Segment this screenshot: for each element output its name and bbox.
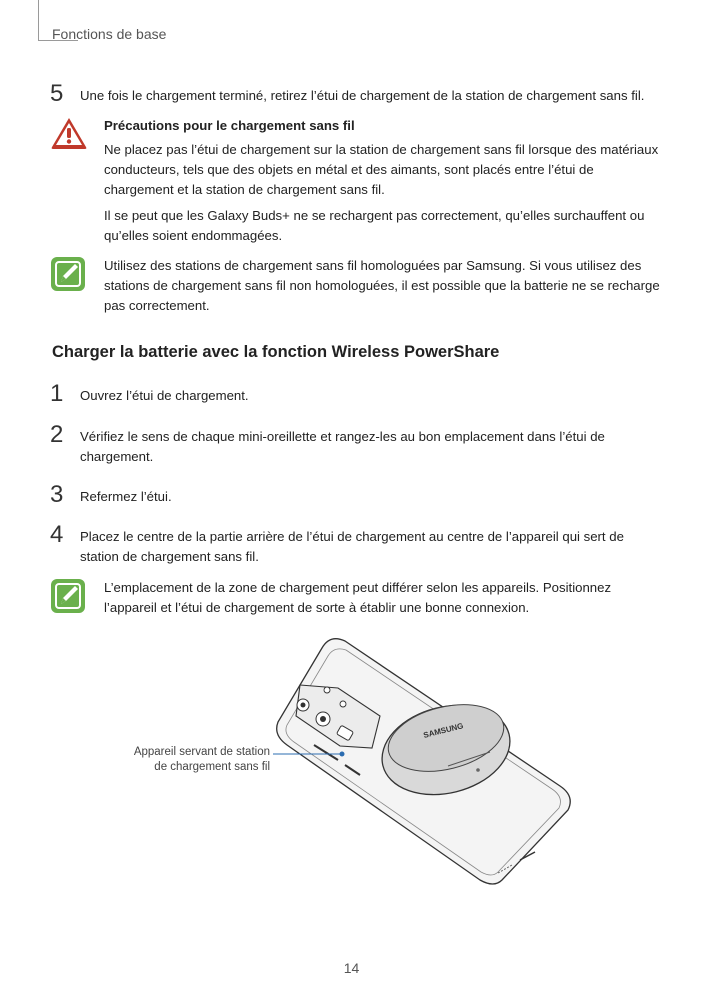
step-text: Vérifiez le sens de chaque mini-oreillette et rangez-les au bon emplacement dans l’étui de chargement. (80, 429, 605, 464)
step-number: 5 (50, 80, 64, 107)
caution-block (50, 116, 663, 252)
caution-paragraph-1: Ne placez pas l’étui de chargement sur la station de chargement sans fil lorsque des matériaux conducteurs, tels que des objets en métal et des aimants, sont placés entre l’étui de chargement et la station de chargement sans fil. (104, 142, 659, 197)
caution-title: Précautions pour le chargement sans fil (104, 118, 355, 133)
callout-label (114, 745, 270, 775)
page-header-title: Fonctions de base (52, 26, 167, 42)
caution-paragraph-2: Il se peut que les Galaxy Buds+ ne se rechargent pas correctement, qu’elles surchauffent ou qu’elles soient endommagées. (104, 208, 645, 243)
step-number: 2 (50, 421, 64, 448)
step-text: Ouvrez l’étui de chargement. (80, 388, 249, 403)
phone-and-case-illustration (0, 630, 703, 900)
step-text: Une fois le chargement terminé, retirez l’étui de chargement de la station de chargement sans fil. (80, 88, 645, 103)
step-text: Refermez l’étui. (80, 489, 172, 504)
header-rule-vertical (38, 0, 39, 40)
step-1 (50, 380, 663, 407)
step-number: 4 (50, 521, 64, 548)
step-2 (50, 421, 663, 467)
callout-line-2: de chargement sans fil (154, 761, 270, 773)
note-2-text: L’emplacement de la zone de chargement peut différer selon les appareils. Positionnez l’appareil et l’étui de chargement de sorte à établir une bonne connexion. (104, 580, 612, 615)
note-pencil-icon (50, 578, 86, 619)
note-block-2 (50, 578, 663, 624)
case-brand-label: SAMSUNG (422, 721, 465, 740)
section-title: Charger la batterie avec la fonction Wireless PowerShare (52, 343, 500, 361)
note-pencil-icon (50, 256, 86, 297)
callout-dot (340, 752, 345, 757)
callout-line-1: Appareil servant de station (133, 746, 270, 758)
step-4 (50, 521, 663, 567)
note-1-text: Utilisez des stations de chargement sans fil homologuées par Samsung. Si vous utilisez des stations de chargement sans fil non homologuées, il est possible que la batterie ne se recharge pas correctement. (104, 258, 660, 313)
step-number: 3 (50, 481, 64, 508)
page-number: 14 (343, 960, 360, 976)
step-5 (50, 80, 663, 107)
step-text: Placez le centre de la partie arrière de l’étui de chargement au centre de l’appareil qui sert de station de chargement sans fil. (80, 529, 624, 564)
step-number: 1 (50, 380, 64, 407)
step-3 (50, 481, 663, 508)
warning-icon (50, 116, 88, 155)
note-block-1 (50, 256, 663, 322)
